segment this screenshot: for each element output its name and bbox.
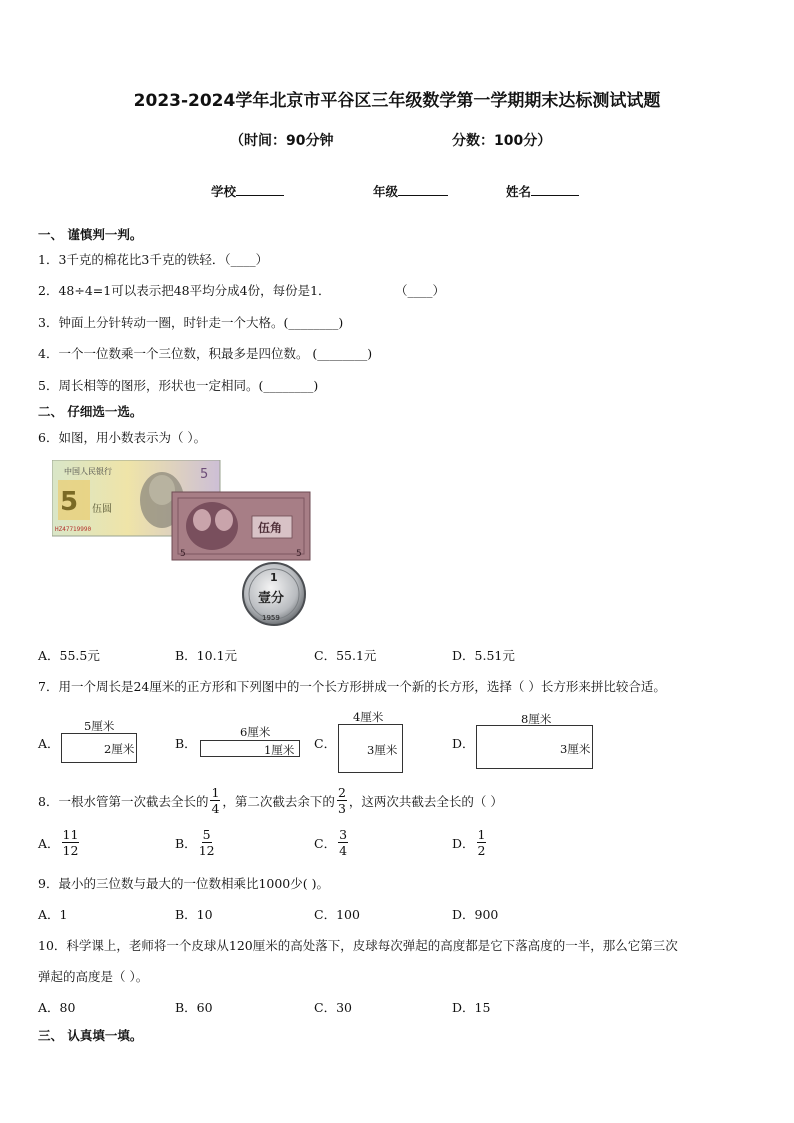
q8-d-letter: D． bbox=[452, 835, 475, 851]
five-yuan-corner-digit: 5 bbox=[200, 467, 209, 482]
grade-blank[interactable] bbox=[398, 182, 448, 196]
one-fen-coin bbox=[243, 563, 305, 625]
q8-b-numerator: 5 bbox=[202, 827, 211, 842]
q7-b-height-label: 1厘米 bbox=[264, 743, 295, 757]
q8-a-denominator: 12 bbox=[62, 843, 79, 858]
five-jiao-digit-right: 5 bbox=[296, 549, 302, 559]
q10-option-d[interactable]: D．15 bbox=[452, 1000, 491, 1015]
q8-b-denominator: 12 bbox=[198, 843, 215, 858]
q7-b-width-label: 6厘米 bbox=[240, 725, 271, 739]
q8-fraction-2 bbox=[337, 785, 347, 816]
q10-option-b[interactable]: B．60 bbox=[175, 1000, 213, 1015]
name-blank[interactable] bbox=[531, 182, 579, 196]
q8-text-b: ，第二次截去余下的 bbox=[222, 793, 335, 809]
name-field[interactable] bbox=[506, 182, 579, 200]
five-yuan-digit: 5 bbox=[60, 487, 79, 517]
school-label: 学校 bbox=[211, 184, 237, 199]
question-10-line-2: 弹起的高度是（ ）。 bbox=[38, 969, 149, 984]
q7-option-b[interactable]: B． bbox=[175, 736, 197, 751]
question-2: 2．48÷4=1可以表示把48平均分成4份，每份是1． bbox=[38, 283, 331, 298]
money-illustration bbox=[52, 460, 314, 632]
question-2-blank[interactable]: （____） bbox=[395, 283, 446, 298]
name-label: 姓名 bbox=[506, 184, 532, 199]
q8-d-numerator: 1 bbox=[477, 827, 486, 842]
q8-b-fraction bbox=[199, 827, 215, 858]
question-5: 5．周长相等的图形，形状也一定相同。(________) bbox=[38, 378, 319, 393]
q8-option-b[interactable] bbox=[175, 827, 217, 858]
five-yuan-text: 伍圆 bbox=[92, 504, 112, 515]
q10-option-c[interactable]: C．30 bbox=[314, 1000, 352, 1015]
q7-a-height-label: 2厘米 bbox=[104, 742, 135, 756]
q8-c-letter: C． bbox=[314, 835, 337, 851]
q7-option-d[interactable]: D． bbox=[452, 736, 475, 751]
q8-f1-numerator: 1 bbox=[211, 785, 220, 800]
q7-option-a[interactable]: A． bbox=[38, 736, 60, 751]
q8-c-fraction bbox=[338, 827, 348, 858]
q9-option-d[interactable]: D．900 bbox=[452, 907, 499, 922]
q7-option-c[interactable]: C． bbox=[314, 736, 337, 751]
section-2-heading: 二、 仔细选一选。 bbox=[38, 404, 143, 419]
question-1: 1．3千克的棉花比3千克的铁轻．（____） bbox=[38, 252, 269, 267]
q8-a-letter: A． bbox=[38, 835, 60, 851]
q8-c-numerator: 3 bbox=[339, 827, 348, 842]
coin-digit: 1 bbox=[270, 571, 278, 584]
q7-d-width-label: 8厘米 bbox=[521, 712, 552, 726]
q8-d-denominator: 2 bbox=[477, 843, 486, 858]
q8-option-d[interactable] bbox=[452, 827, 488, 858]
question-10-line-1: 10．科学课上，老师将一个皮球从120厘米的高处落下，皮球每次弹起的高度都是它下落高度的一半，那么它第三次 bbox=[38, 938, 678, 953]
q8-a-fraction bbox=[62, 827, 80, 858]
coin-year: 1959 bbox=[262, 614, 280, 622]
five-yuan-bank-name: 中国人民银行 bbox=[64, 467, 112, 476]
q8-f1-denominator: 4 bbox=[211, 801, 220, 816]
q8-f2-denominator: 3 bbox=[337, 801, 346, 816]
q9-option-a[interactable]: A．1 bbox=[38, 907, 68, 922]
five-yuan-serial: HZ47719990 bbox=[55, 526, 92, 533]
q8-option-c[interactable] bbox=[314, 827, 350, 858]
question-6: 6．如图，用小数表示为（ ）。 bbox=[38, 430, 207, 445]
q6-option-b[interactable]: B．10.1元 bbox=[175, 648, 238, 663]
q6-option-d[interactable]: D．5.51元 bbox=[452, 648, 515, 663]
question-8 bbox=[38, 785, 503, 816]
school-field[interactable] bbox=[211, 182, 284, 200]
five-jiao-note bbox=[172, 492, 310, 560]
q6-option-c[interactable]: C．55.1元 bbox=[314, 648, 377, 663]
section-1-heading: 一、 谨慎判一判。 bbox=[38, 227, 143, 242]
grade-field[interactable] bbox=[373, 182, 448, 200]
q7-c-height-label: 3厘米 bbox=[367, 743, 398, 757]
q8-c-denominator: 4 bbox=[339, 843, 348, 858]
q9-option-c[interactable]: C．100 bbox=[314, 907, 360, 922]
question-9: 9．最小的三位数与最大的一位数相乘比1000少( )。 bbox=[38, 876, 329, 891]
school-blank[interactable] bbox=[236, 182, 284, 196]
q8-b-letter: B． bbox=[175, 835, 197, 851]
exam-time: （时间：90分钟 bbox=[230, 133, 334, 149]
q7-a-width-label: 5厘米 bbox=[84, 719, 115, 733]
section-3-heading: 三、 认真填一填。 bbox=[38, 1028, 143, 1043]
q9-option-b[interactable]: B．10 bbox=[175, 907, 213, 922]
five-jiao-text: 伍角 bbox=[258, 521, 283, 535]
q7-c-width-label: 4厘米 bbox=[353, 710, 384, 724]
q8-text-a: 8．一根水管第一次截去全长的 bbox=[38, 793, 209, 809]
grade-label: 年级 bbox=[373, 184, 399, 199]
question-4: 4．一个一位数乘一个三位数，积最多是四位数。 (________) bbox=[38, 346, 373, 361]
q8-d-fraction bbox=[477, 827, 487, 858]
page-title: 2023-2024学年北京市平谷区三年级数学第一学期期末达标测试试题 bbox=[133, 91, 661, 111]
q8-option-a[interactable] bbox=[38, 827, 81, 858]
five-jiao-digit-left: 5 bbox=[180, 549, 186, 559]
q8-a-numerator: 11 bbox=[62, 827, 79, 842]
q8-f2-numerator: 2 bbox=[337, 785, 346, 800]
q8-fraction-1 bbox=[210, 785, 220, 816]
q7-d-height-label: 3厘米 bbox=[560, 742, 591, 756]
exam-score: 分数：100分） bbox=[452, 133, 552, 149]
coin-text: 壹分 bbox=[258, 591, 285, 606]
q10-option-a[interactable]: A．80 bbox=[38, 1000, 76, 1015]
q8-text-c: ，这两次共截去全长的（ ） bbox=[348, 793, 503, 809]
question-7: 7．用一个周长是24厘米的正方形和下列图中的一个长方形拼成一个新的长方形，选择（ ）长方形来拼比较合适。 bbox=[38, 679, 666, 694]
q6-option-a[interactable]: A．55.5元 bbox=[38, 648, 100, 663]
question-3: 3．钟面上分针转动一圈，时针走一个大格。(________) bbox=[38, 315, 344, 330]
